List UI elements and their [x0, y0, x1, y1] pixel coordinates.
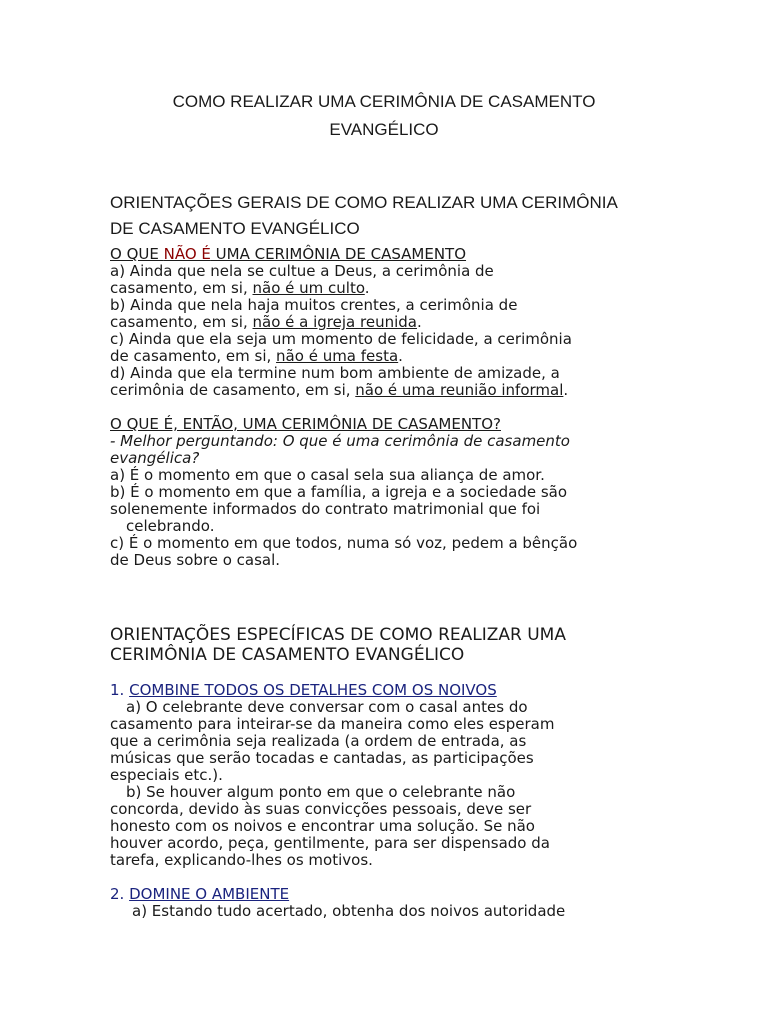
- list-item-d-line-2: cerimônia de casamento, em si, não é uma reunião informal.: [110, 381, 569, 399]
- list-item-c-line-2: de casamento, em si, não é uma festa.: [110, 347, 403, 365]
- list-item-a-line-2: casamento, em si, não é um culto.: [110, 279, 370, 297]
- answer-line: b) É o momento em que a família, a igreja e a sociedade são: [110, 483, 568, 501]
- list-item-d-line-1: d) Ainda que ela termine num bom ambiente de amizade, a: [110, 364, 560, 382]
- item-1-text-line: que a cerimônia seja realizada (a ordem de entrada, as: [110, 732, 527, 750]
- section-specific-heading: [110, 625, 710, 665]
- item-1-text-line: casamento para inteirar-se da maneira como eles esperam: [110, 715, 555, 733]
- answer-line: a) É o momento em que o casal sela sua aliança de amor.: [110, 466, 545, 484]
- document-title: [100, 88, 668, 144]
- item-2-text-line: a) Estando tudo acertado, obtenha dos noivos autoridade: [132, 902, 566, 920]
- section-specific-heading-line-2: CERIMÔNIA DE CASAMENTO EVANGÉLICO: [110, 645, 465, 665]
- section-general-heading: [110, 190, 710, 242]
- section-specific-body: [110, 682, 670, 920]
- item-1-text-line: honesto com os noivos e encontrar uma solução. Se não: [110, 817, 535, 835]
- section-specific-heading-line-1: ORIENTAÇÕES ESPECÍFICAS DE COMO REALIZAR UMA: [110, 625, 566, 645]
- section-general-heading-line-1: ORIENTAÇÕES GERAIS DE COMO REALIZAR UMA CERIMÔNIA: [110, 193, 618, 212]
- answer-line: celebrando.: [126, 517, 215, 535]
- item-1-text-line: concorda, devido às suas convicções pessoais, deve ser: [110, 800, 532, 818]
- list-item-a-line-1: a) Ainda que nela se cultue a Deus, a cerimônia de: [110, 262, 494, 280]
- answer-line: de Deus sobre o casal.: [110, 551, 281, 569]
- title-line-2: EVANGÉLICO: [329, 120, 439, 139]
- subheading-what-is-not: O QUE NÃO É UMA CERIMÔNIA DE CASAMENTO: [110, 245, 467, 263]
- answer-line: solenemente informados do contrato matrimonial que foi: [110, 500, 541, 518]
- list-item-c-line-1: c) Ainda que ela seja um momento de felicidade, a cerimônia: [110, 330, 572, 348]
- item-1-text-line: tarefa, explicando-lhes os motivos.: [110, 851, 373, 869]
- numbered-item-1-title: 1. COMBINE TODOS OS DETALHES COM OS NOIVOS: [110, 681, 497, 699]
- item-1-text-line: músicas que serão tocadas e cantadas, as participações: [110, 749, 534, 767]
- item-1-text-line: especiais etc.).: [110, 766, 223, 784]
- item-1-text-line: houver acordo, peça, gentilmente, para ser dispensado da: [110, 834, 550, 852]
- list-item-b-line-2: casamento, em si, não é a igreja reunida.: [110, 313, 422, 331]
- answer-line: c) É o momento em que todos, numa só voz, pedem a bênção: [110, 534, 578, 552]
- blank-line: [110, 399, 670, 416]
- title-line-1: COMO REALIZAR UMA CERIMÔNIA DE CASAMENTO: [172, 92, 596, 111]
- subheading-highlight: NÃO É: [163, 245, 211, 263]
- blank-line: [110, 869, 670, 886]
- better-question-line-2: evangélica?: [110, 449, 200, 467]
- item-1-text-line: b) Se houver algum ponto em que o celebrante não: [126, 783, 516, 801]
- section-general-heading-line-2: DE CASAMENTO EVANGÉLICO: [110, 219, 360, 238]
- subheading-what-is: O QUE É, ENTÃO, UMA CERIMÔNIA DE CASAMENTO?: [110, 415, 501, 433]
- section-general-body: [110, 246, 670, 569]
- list-item-b-line-1: b) Ainda que nela haja muitos crentes, a cerimônia de: [110, 296, 518, 314]
- numbered-item-2-title: 2. DOMINE O AMBIENTE: [110, 885, 290, 903]
- item-1-text-line: a) O celebrante deve conversar com o casal antes do: [126, 698, 528, 716]
- better-question-line-1: - Melhor perguntando: O que é uma cerimônia de casamento: [110, 432, 570, 450]
